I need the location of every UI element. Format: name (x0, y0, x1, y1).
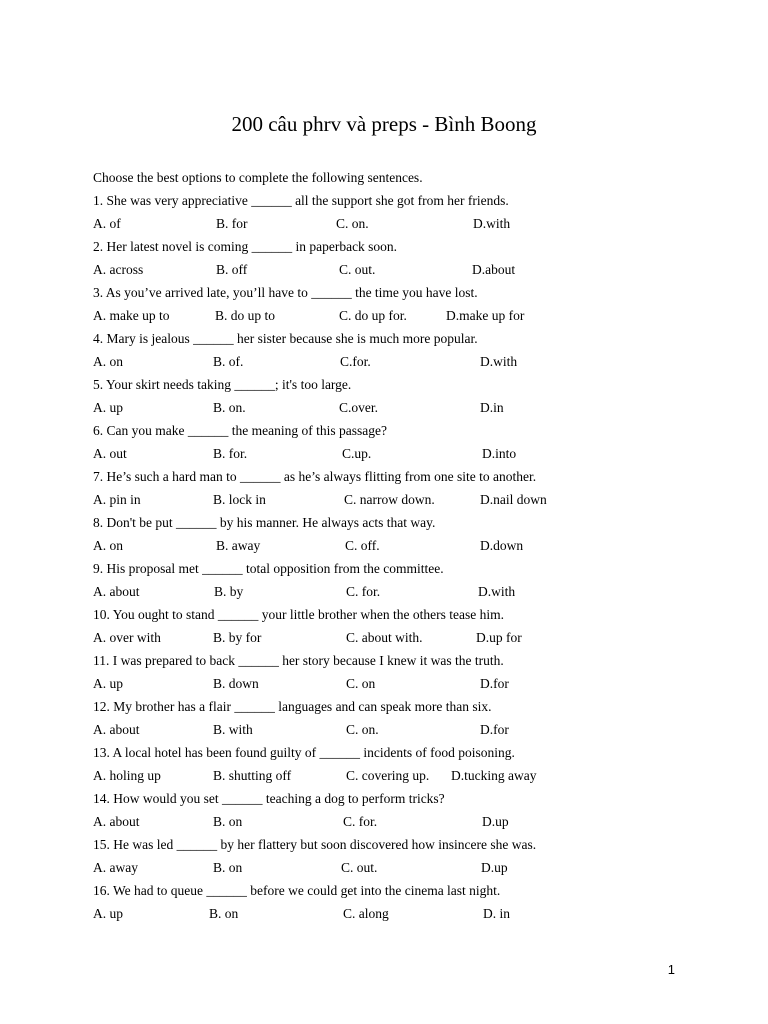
option-a: A. across (93, 262, 144, 277)
option-b: B. on (213, 860, 243, 875)
option-d: D.up (482, 814, 509, 829)
option-a: A. on (93, 354, 123, 369)
option-d: D.in (480, 400, 504, 415)
option-a: A. out (93, 446, 127, 461)
option-a: A. up (93, 676, 123, 691)
option-b: B. off (216, 262, 248, 277)
question-options (93, 672, 693, 695)
option-c: C.for. (340, 354, 371, 369)
option-c: C. for. (346, 584, 381, 599)
option-a: A. make up to (93, 308, 170, 323)
question-text: 5. Your skirt needs taking ______; it's too large. (93, 377, 352, 392)
option-c: C. out. (341, 860, 378, 875)
question-options (93, 304, 693, 327)
option-c: C. do up for. (339, 308, 407, 323)
option-a: A. up (93, 906, 123, 921)
option-d: D.up for (476, 630, 522, 645)
option-a: A. over with (93, 630, 161, 645)
option-b: B. of. (213, 354, 244, 369)
option-d: D.with (478, 584, 516, 599)
question-text: 10. You ought to stand ______ your little brother when the others tease him. (93, 607, 504, 622)
option-c: C. off. (345, 538, 380, 553)
option-d: D. in (483, 906, 510, 921)
option-b: B. down (213, 676, 259, 691)
question-text: 6. Can you make ______ the meaning of this passage? (93, 423, 387, 438)
option-a: A. holing up (93, 768, 161, 783)
question-options (93, 350, 693, 373)
question-options (93, 488, 693, 511)
option-b: B. on. (213, 400, 246, 415)
option-a: A. pin in (93, 492, 141, 507)
option-d: D.tucking away (451, 768, 537, 783)
question-options (93, 764, 693, 787)
option-c: C. on. (336, 216, 369, 231)
option-b: B. do up to (215, 308, 276, 323)
option-a: A. away (93, 860, 138, 875)
option-d: D.into (482, 446, 517, 461)
question-options (93, 534, 693, 557)
option-d: D.for (480, 722, 509, 737)
option-b: B. shutting off (213, 768, 292, 783)
question-text: 8. Don't be put ______ by his manner. He always acts that way. (93, 515, 436, 530)
option-d: D.with (473, 216, 511, 231)
question-text: 3. As you’ve arrived late, you’ll have to ______ the time you have lost. (93, 285, 478, 300)
option-a: A. about (93, 722, 140, 737)
option-d: D.nail down (480, 492, 547, 507)
option-a: A. about (93, 814, 140, 829)
option-d: D.make up for (446, 308, 525, 323)
option-c: C.over. (339, 400, 378, 415)
option-d: D.down (480, 538, 524, 553)
option-d: D.up (481, 860, 508, 875)
option-c: C. about with. (346, 630, 423, 645)
option-b: B. on (213, 814, 243, 829)
question-list (93, 166, 693, 925)
question-text: 16. We had to queue ______ before we could get into the cinema last night. (93, 883, 501, 898)
page-number: 1 (667, 962, 675, 977)
option-c: C. for. (343, 814, 378, 829)
option-b: B. by (214, 584, 244, 599)
option-d: D.about (472, 262, 516, 277)
question-text: 7. He’s such a hard man to ______ as he’s always flitting from one site to another. (93, 469, 537, 484)
option-b: B. for (216, 216, 248, 231)
question-options (93, 580, 693, 603)
option-d: D.with (480, 354, 518, 369)
option-c: C. out. (339, 262, 376, 277)
option-c: C. along (343, 906, 389, 921)
option-c: C.up. (342, 446, 372, 461)
document-title: 200 câu phrv và preps - Bình Boong (231, 112, 537, 136)
option-a: A. about (93, 584, 140, 599)
question-options (93, 396, 693, 419)
option-a: A. on (93, 538, 123, 553)
questions-container (93, 189, 693, 925)
question-options (93, 810, 693, 833)
question-text: 11. I was prepared to back ______ her story because I knew it was the truth. (93, 653, 504, 668)
option-c: C. on (346, 676, 376, 691)
option-b: B. on (209, 906, 239, 921)
option-b: B. lock in (213, 492, 266, 507)
option-b: B. for. (213, 446, 248, 461)
question-options (93, 258, 693, 281)
instructions: Choose the best options to complete the following sentences. (93, 170, 423, 185)
question-text: 12. My brother has a flair ______ languages and can speak more than six. (93, 699, 492, 714)
question-options (93, 626, 693, 649)
option-b: B. away (216, 538, 261, 553)
question-text: 4. Mary is jealous ______ her sister because she is much more popular. (93, 331, 478, 346)
question-options (93, 902, 693, 925)
question-options (93, 442, 693, 465)
question-text: 2. Her latest novel is coming ______ in paperback soon. (93, 239, 398, 254)
question-options (93, 212, 693, 235)
question-options (93, 718, 693, 741)
question-text: 15. He was led ______ by her flattery but soon discovered how insincere she was. (93, 837, 537, 852)
option-d: D.for (480, 676, 509, 691)
option-a: A. of (93, 216, 121, 231)
option-b: B. by for (213, 630, 262, 645)
option-b: B. with (213, 722, 253, 737)
question-options (93, 856, 693, 879)
option-c: C. narrow down. (344, 492, 435, 507)
option-a: A. up (93, 400, 123, 415)
question-text: 13. A local hotel has been found guilty of ______ incidents of food poisoning. (93, 745, 515, 760)
question-text: 14. How would you set ______ teaching a dog to perform tricks? (93, 791, 445, 806)
question-text: 1. She was very appreciative ______ all the support she got from her friends. (93, 193, 509, 208)
question-text: 9. His proposal met ______ total opposition from the committee. (93, 561, 444, 576)
option-c: C. on. (346, 722, 379, 737)
option-c: C. covering up. (346, 768, 430, 783)
